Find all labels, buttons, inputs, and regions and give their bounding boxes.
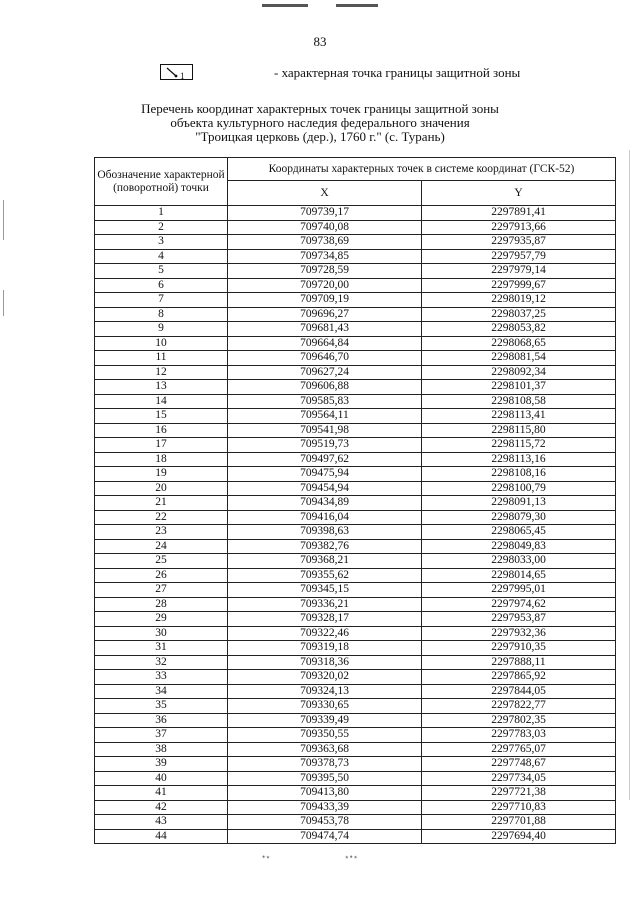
cell-y: 2298049,83	[422, 539, 616, 554]
cell-y: 2297888,11	[422, 655, 616, 670]
cell-y: 2298113,16	[422, 452, 616, 467]
table-row	[95, 293, 616, 308]
cell-point-number: 21	[95, 496, 228, 511]
cell-y: 2298019,12	[422, 293, 616, 308]
title-line-3: "Троицкая церковь (дер.), 1760 г." (с. Турань)	[195, 129, 445, 144]
cell-y: 2298108,58	[422, 394, 616, 409]
cell-x: 709740,08	[228, 220, 422, 235]
document-title	[0, 102, 640, 144]
cell-x: 709433,39	[228, 800, 422, 815]
cell-y: 2297913,66	[422, 220, 616, 235]
cell-y: 2298108,16	[422, 467, 616, 482]
table-row	[95, 307, 616, 322]
table-row	[95, 699, 616, 714]
cell-y: 2297822,77	[422, 699, 616, 714]
table-row	[95, 742, 616, 757]
title-line-1: Перечень координат характерных точек границы защитной зоны	[141, 101, 499, 116]
cell-y: 2298081,54	[422, 351, 616, 366]
cell-point-number: 11	[95, 351, 228, 366]
table-row	[95, 481, 616, 496]
column-header-x: X	[228, 181, 422, 206]
table-row	[95, 249, 616, 264]
cell-point-number: 7	[95, 293, 228, 308]
cell-x: 709382,76	[228, 539, 422, 554]
cell-y: 2297748,67	[422, 757, 616, 772]
scan-artifact-right-edge	[629, 150, 630, 800]
cell-point-number: 16	[95, 423, 228, 438]
cell-point-number: 40	[95, 771, 228, 786]
cell-x: 709413,80	[228, 786, 422, 801]
cell-y: 2297974,62	[422, 597, 616, 612]
cell-y: 2297694,40	[422, 829, 616, 844]
cell-point-number: 43	[95, 815, 228, 830]
cell-x: 709330,65	[228, 699, 422, 714]
cell-y: 2297765,07	[422, 742, 616, 757]
cell-x: 709350,55	[228, 728, 422, 743]
table-row	[95, 583, 616, 598]
cell-y: 2297953,87	[422, 612, 616, 627]
cell-point-number: 18	[95, 452, 228, 467]
cell-point-number: 39	[95, 757, 228, 772]
cell-x: 709345,15	[228, 583, 422, 598]
title-line-2: объекта культурного наследия федерального значения	[170, 115, 470, 130]
cell-point-number: 13	[95, 380, 228, 395]
table-row	[95, 394, 616, 409]
cell-y: 2297932,36	[422, 626, 616, 641]
cell-point-number: 2	[95, 220, 228, 235]
scan-artifact-top	[336, 4, 378, 7]
cell-y: 2298053,82	[422, 322, 616, 337]
table-row	[95, 670, 616, 685]
legend-symbol-label: 1	[180, 71, 185, 81]
page-number: 83	[313, 34, 327, 49]
cell-x: 709564,11	[228, 409, 422, 424]
cell-point-number: 4	[95, 249, 228, 264]
cell-x: 709328,17	[228, 612, 422, 627]
table-row	[95, 336, 616, 351]
table-row	[95, 568, 616, 583]
cell-point-number: 27	[95, 583, 228, 598]
table-row	[95, 206, 616, 221]
table-row	[95, 438, 616, 453]
cell-x: 709363,68	[228, 742, 422, 757]
table-row	[95, 713, 616, 728]
cell-y: 2298079,30	[422, 510, 616, 525]
cell-y: 2298068,65	[422, 336, 616, 351]
cell-point-number: 29	[95, 612, 228, 627]
table-row	[95, 278, 616, 293]
table-row	[95, 510, 616, 525]
cell-x: 709339,49	[228, 713, 422, 728]
cell-point-number: 5	[95, 264, 228, 279]
cell-point-number: 34	[95, 684, 228, 699]
table-row	[95, 539, 616, 554]
cell-y: 2297701,88	[422, 815, 616, 830]
table-row	[95, 467, 616, 482]
cell-point-number: 31	[95, 641, 228, 656]
cell-point-number: 24	[95, 539, 228, 554]
cell-x: 709728,59	[228, 264, 422, 279]
table-row	[95, 626, 616, 641]
cell-x: 709475,94	[228, 467, 422, 482]
column-header-point: Обозначение характерной (поворотной) точки	[95, 158, 228, 206]
cell-x: 709378,73	[228, 757, 422, 772]
cell-x: 709318,36	[228, 655, 422, 670]
cell-y: 2297935,87	[422, 235, 616, 250]
cell-x: 709627,24	[228, 365, 422, 380]
cell-x: 709720,00	[228, 278, 422, 293]
boundary-point-symbol-icon	[160, 64, 193, 80]
table-row	[95, 786, 616, 801]
cell-x: 709454,94	[228, 481, 422, 496]
cell-y: 2297710,83	[422, 800, 616, 815]
table-row	[95, 728, 616, 743]
cell-x: 709453,78	[228, 815, 422, 830]
cell-y: 2298065,45	[422, 525, 616, 540]
cell-x: 709541,98	[228, 423, 422, 438]
scan-artifact-top	[262, 4, 308, 7]
cell-x: 709322,46	[228, 626, 422, 641]
table-row	[95, 423, 616, 438]
cell-point-number: 15	[95, 409, 228, 424]
cell-y: 2298091,13	[422, 496, 616, 511]
cell-point-number: 26	[95, 568, 228, 583]
cell-x: 709320,02	[228, 670, 422, 685]
table-row	[95, 365, 616, 380]
cell-x: 709355,62	[228, 568, 422, 583]
legend	[160, 64, 580, 86]
cell-point-number: 14	[95, 394, 228, 409]
cell-point-number: 32	[95, 655, 228, 670]
cell-x: 709738,69	[228, 235, 422, 250]
cell-point-number: 41	[95, 786, 228, 801]
coordinates-table	[94, 157, 616, 844]
cell-y: 2298092,34	[422, 365, 616, 380]
cell-x: 709368,21	[228, 554, 422, 569]
cell-x: 709681,43	[228, 322, 422, 337]
table-row	[95, 829, 616, 844]
cell-x: 709395,50	[228, 771, 422, 786]
cell-point-number: 8	[95, 307, 228, 322]
table-row	[95, 322, 616, 337]
cell-x: 709474,74	[228, 829, 422, 844]
cell-point-number: 6	[95, 278, 228, 293]
scan-artifact-footer: ⋆•⋆	[344, 852, 359, 862]
column-header-y: Y	[422, 181, 616, 206]
cell-point-number: 22	[95, 510, 228, 525]
cell-point-number: 33	[95, 670, 228, 685]
cell-point-number: 17	[95, 438, 228, 453]
boundary-point-marker-icon	[161, 65, 194, 81]
cell-y: 2298101,37	[422, 380, 616, 395]
table-row	[95, 409, 616, 424]
cell-y: 2298115,80	[422, 423, 616, 438]
cell-y: 2297865,92	[422, 670, 616, 685]
legend-text: - характерная точка границы защитной зоны	[274, 65, 521, 80]
table-row	[95, 641, 616, 656]
table-row	[95, 612, 616, 627]
cell-x: 709416,04	[228, 510, 422, 525]
cell-y: 2298014,65	[422, 568, 616, 583]
table-row	[95, 800, 616, 815]
table-row	[95, 771, 616, 786]
cell-point-number: 9	[95, 322, 228, 337]
cell-point-number: 1	[95, 206, 228, 221]
cell-y: 2297995,01	[422, 583, 616, 598]
cell-y: 2297721,38	[422, 786, 616, 801]
cell-point-number: 3	[95, 235, 228, 250]
cell-x: 709497,62	[228, 452, 422, 467]
column-header-coordinate-system: Координаты характерных точек в системе координат (ГСК-52)	[228, 158, 616, 181]
table-row	[95, 220, 616, 235]
cell-x: 709336,21	[228, 597, 422, 612]
cell-x: 709519,73	[228, 438, 422, 453]
cell-y: 2297910,35	[422, 641, 616, 656]
cell-y: 2297783,03	[422, 728, 616, 743]
cell-point-number: 20	[95, 481, 228, 496]
cell-x: 709646,70	[228, 351, 422, 366]
cell-x: 709585,83	[228, 394, 422, 409]
cell-y: 2297979,14	[422, 264, 616, 279]
cell-x: 709734,85	[228, 249, 422, 264]
cell-x: 709606,88	[228, 380, 422, 395]
table-row	[95, 235, 616, 250]
cell-point-number: 10	[95, 336, 228, 351]
cell-point-number: 38	[95, 742, 228, 757]
cell-y: 2297891,41	[422, 206, 616, 221]
cell-y: 2298037,25	[422, 307, 616, 322]
table-row	[95, 264, 616, 279]
table-row	[95, 380, 616, 395]
table-row	[95, 525, 616, 540]
cell-x: 709434,89	[228, 496, 422, 511]
cell-point-number: 35	[95, 699, 228, 714]
cell-point-number: 19	[95, 467, 228, 482]
table-row	[95, 554, 616, 569]
cell-point-number: 12	[95, 365, 228, 380]
cell-x: 709664,84	[228, 336, 422, 351]
cell-y: 2297802,35	[422, 713, 616, 728]
cell-x: 709709,19	[228, 293, 422, 308]
table-row	[95, 351, 616, 366]
cell-point-number: 36	[95, 713, 228, 728]
cell-x: 709696,27	[228, 307, 422, 322]
cell-point-number: 28	[95, 597, 228, 612]
cell-point-number: 25	[95, 554, 228, 569]
table-row	[95, 757, 616, 772]
cell-y: 2298100,79	[422, 481, 616, 496]
table-row	[95, 496, 616, 511]
cell-x: 709739,17	[228, 206, 422, 221]
cell-y: 2298113,41	[422, 409, 616, 424]
table-row	[95, 655, 616, 670]
cell-x: 709398,63	[228, 525, 422, 540]
table-row	[95, 815, 616, 830]
cell-y: 2298115,72	[422, 438, 616, 453]
cell-point-number: 42	[95, 800, 228, 815]
scan-artifact-footer: •⋆	[262, 852, 271, 862]
cell-point-number: 44	[95, 829, 228, 844]
scan-artifact-left-edge	[3, 290, 4, 316]
table-row	[95, 684, 616, 699]
cell-y: 2297957,79	[422, 249, 616, 264]
scan-artifact-left-edge	[3, 200, 4, 240]
coordinates-table-body	[95, 206, 616, 844]
table-row	[95, 452, 616, 467]
cell-y: 2297734,05	[422, 771, 616, 786]
cell-x: 709324,13	[228, 684, 422, 699]
cell-y: 2297844,05	[422, 684, 616, 699]
cell-point-number: 30	[95, 626, 228, 641]
cell-point-number: 23	[95, 525, 228, 540]
table-row	[95, 597, 616, 612]
cell-y: 2298033,00	[422, 554, 616, 569]
cell-y: 2297999,67	[422, 278, 616, 293]
cell-point-number: 37	[95, 728, 228, 743]
cell-x: 709319,18	[228, 641, 422, 656]
